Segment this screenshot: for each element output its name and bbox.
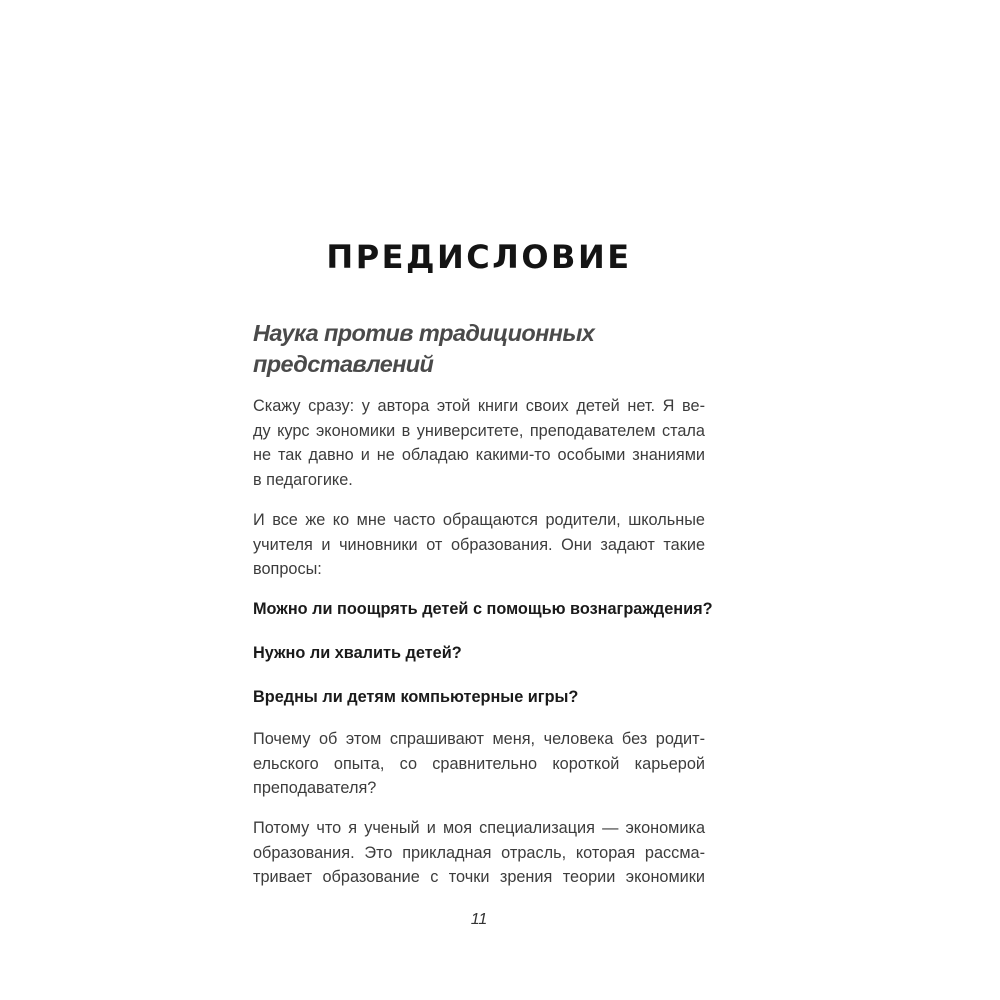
- text-line: не так давно и не обладаю какими-то особыми знаниями: [253, 446, 705, 465]
- question-games: Вредны ли детям компьютерные игры?: [253, 688, 579, 706]
- chapter-title: ПРЕДИСЛОВИЕ: [326, 238, 632, 276]
- subtitle-line: представлений: [253, 351, 434, 377]
- paragraph-why-me: [253, 727, 705, 801]
- text-line: И все же ко мне часто обращаются родители, школьные: [253, 511, 705, 529]
- text-line: Почему об этом спрашивают меня, человека без родит-: [253, 730, 705, 748]
- text-line: вопросы:: [253, 560, 322, 579]
- text-line: ельского опыта, со сравнительно короткой карьерой: [253, 754, 705, 773]
- section-subtitle: [253, 318, 713, 380]
- paragraph-intro: [253, 394, 705, 492]
- text-line: тривает образование с точки зрения теории экономики: [253, 868, 705, 887]
- question-praise: Нужно ли хвалить детей?: [253, 644, 462, 662]
- text-line: учителя и чиновники от образования. Они задают такие: [253, 535, 705, 554]
- paragraph-questions-intro: [253, 508, 705, 582]
- text-line: Скажу сразу: у автора этой книги своих детей нет. Я ве-: [253, 397, 705, 415]
- text-line: в педагогике.: [253, 470, 353, 489]
- subtitle-line: Наука против традиционных: [253, 320, 595, 346]
- text-line: ду курс экономики в университете, преподавателем стала: [253, 421, 705, 440]
- paragraph-specialization: [253, 816, 705, 890]
- text-line: образования. Это прикладная отрасль, которая рассма-: [253, 843, 705, 862]
- text-line: преподавателя?: [253, 779, 377, 798]
- question-reward: Можно ли поощрять детей с помощью вознаграждения?: [253, 600, 713, 618]
- text-line: Потому что я ученый и моя специализация — экономика: [253, 819, 705, 837]
- page-number: 11: [470, 911, 488, 928]
